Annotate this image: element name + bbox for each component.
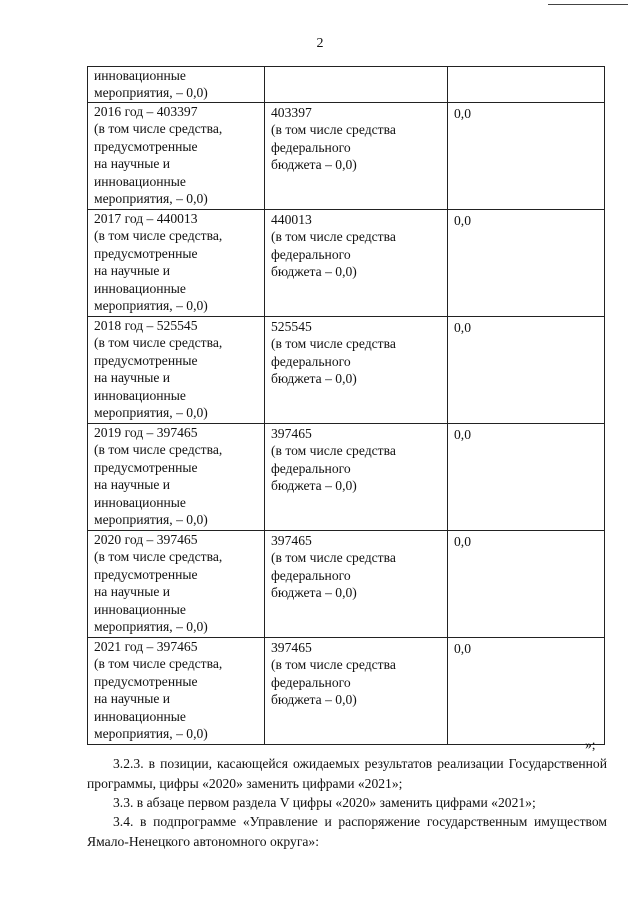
- table-cell: [448, 67, 605, 103]
- table-row: [88, 103, 605, 210]
- table-cell: 0,0: [448, 210, 605, 317]
- table-row: [88, 67, 605, 103]
- table-cell: 0,0: [448, 317, 605, 424]
- table-cell: 397465 (в том числе средства федерального бюджета – 0,0): [265, 531, 448, 638]
- paragraph-3-4: [87, 812, 607, 851]
- table-cell: 2021 год – 397465 (в том числе средства, предусмотренные на научные и инновационные мероприятия, – 0,0): [88, 638, 265, 745]
- table-cell: 397465 (в том числе средства федерального бюджета – 0,0): [265, 424, 448, 531]
- funding-table: [87, 66, 605, 745]
- table-row: [88, 424, 605, 531]
- table-cell: [265, 67, 448, 103]
- table-cell: инновационные мероприятия, – 0,0): [88, 67, 265, 103]
- table-cell: 397465 (в том числе средства федерального бюджета – 0,0): [265, 638, 448, 745]
- paragraph-text: 3.2.3. в позиции, касающейся ожидаемых результатов реализации Государственной программы, цифры «2020» заменить цифрами «2021»;: [87, 756, 607, 791]
- table-cell: 2017 год – 440013 (в том числе средства, предусмотренные на научные и инновационные мероприятия, – 0,0): [88, 210, 265, 317]
- table-row: [88, 317, 605, 424]
- table-cell: 0,0: [448, 638, 605, 745]
- paragraph-3-3: [87, 793, 607, 813]
- table-cell: 2019 год – 397465 (в том числе средства, предусмотренные на научные и инновационные мероприятия, – 0,0): [88, 424, 265, 531]
- table-cell: 403397 (в том числе средства федерального бюджета – 0,0): [265, 103, 448, 210]
- page-number: 2: [316, 36, 324, 51]
- table-cell: 525545 (в том числе средства федерального бюджета – 0,0): [265, 317, 448, 424]
- table-row: [88, 531, 605, 638]
- table-cell: 440013 (в том числе средства федерального бюджета – 0,0): [265, 210, 448, 317]
- paragraph-3-2-3: [87, 754, 607, 793]
- paragraph-text: 3.3. в абзаце первом раздела V цифры «2020» заменить цифрами «2021»;: [113, 795, 536, 810]
- table-cell: 2020 год – 397465 (в том числе средства, предусмотренные на научные и инновационные мероприятия, – 0,0): [88, 531, 265, 638]
- closing-quote: »;: [585, 737, 596, 752]
- table-cell: 0,0: [448, 424, 605, 531]
- table-row: [88, 638, 605, 745]
- table-cell: 0,0: [448, 103, 605, 210]
- table-cell: 2016 год – 403397 (в том числе средства, предусмотренные на научные и инновационные мероприятия, – 0,0): [88, 103, 265, 210]
- table-cell: 0,0: [448, 531, 605, 638]
- table-row: [88, 210, 605, 317]
- paragraph-text: 3.4. в подпрограмме «Управление и распоряжение государственным имуществом Ямало-Ненецкого автономного округа»:: [87, 814, 607, 849]
- table-cell: 2018 год – 525545 (в том числе средства, предусмотренные на научные и инновационные мероприятия, – 0,0): [88, 317, 265, 424]
- corner-line: [548, 4, 628, 5]
